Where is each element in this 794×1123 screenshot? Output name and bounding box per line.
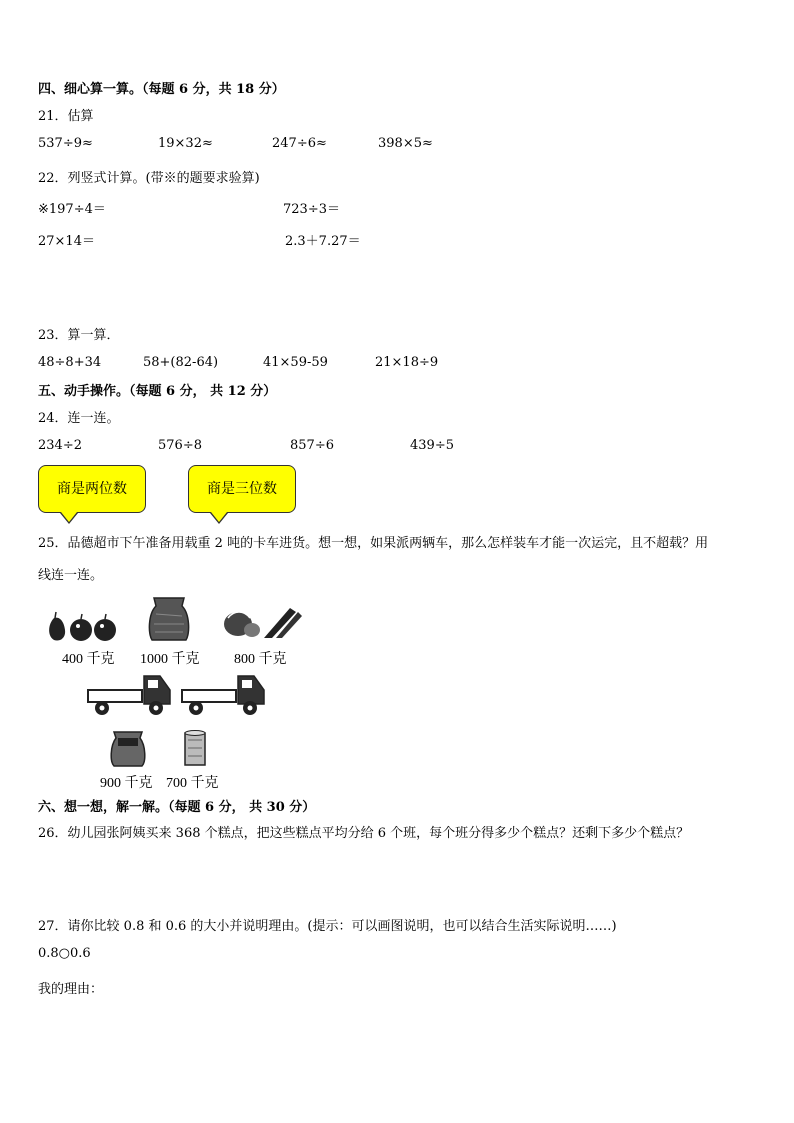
q21-item-1: 537÷9≈: [38, 136, 93, 151]
q23-item-3: 41×59-59: [263, 355, 328, 370]
label-800kg: 800 千克: [234, 652, 287, 667]
q22-item-1: ※197÷4＝: [38, 202, 106, 217]
q23-title: 23．算一算．: [38, 328, 120, 343]
can-icon: [182, 730, 208, 768]
section-4-header: 四、细心算一算。（每题 6 分，共 18 分）: [38, 82, 285, 97]
vegetables-icon: [220, 602, 302, 640]
q23-item-2: 58+(82-64): [143, 355, 219, 370]
q22-item-2: 723÷3＝: [283, 202, 340, 217]
q27-text: 27．请你比较 0.8 和 0.6 的大小并说明理由。(提示：可以画图说明，也可以结合生活实际说明……): [38, 919, 617, 934]
q25-text-line2: 线连一连。: [38, 568, 104, 583]
q23-item-4: 21×18÷9: [375, 355, 439, 370]
q24-title: 24．连一连。: [38, 411, 120, 426]
fruit-icon: [44, 606, 122, 642]
bubble-two-digit: [38, 465, 146, 513]
bubble-three-digit-label: 商是三位数: [207, 481, 277, 497]
q22-item-3: 27×14＝: [38, 234, 95, 249]
q26-text: 26．幼儿园张阿姨买来 368 个糕点，把这些糕点平均分给 6 个班，每个班分得多少个糕点？还剩下多少个糕点？: [38, 826, 690, 841]
label-1000kg: 1000 千克: [140, 652, 200, 667]
section-5-header: 五、动手操作。（每题 6 分， 共 12 分）: [38, 384, 277, 399]
q25-text-line1: 25．品德超市下午准备用载重 2 吨的卡车进货。想一想，如果派两辆车，那么怎样装车才能一次运完，且不超载？用: [38, 536, 709, 551]
truck-icon-2: [180, 672, 268, 716]
label-400kg: 400 千克: [62, 652, 115, 667]
bubble-two-digit-label: 商是两位数: [57, 481, 127, 497]
q24-item-1: 234÷2: [38, 438, 82, 453]
q24-item-3: 857÷6: [290, 438, 334, 453]
q22-item-4: 2.3＋7.27＝: [285, 234, 361, 249]
q21-item-4: 398×5≈: [378, 136, 433, 151]
bubble-three-digit: [188, 465, 296, 513]
q23-item-1: 48÷8+34: [38, 355, 102, 370]
q21-title: 21．估算: [38, 109, 94, 124]
q24-item-4: 439÷5: [410, 438, 454, 453]
q24-item-2: 576÷8: [158, 438, 202, 453]
q22-title: 22．列竖式计算。(带※的题要求验算): [38, 171, 260, 186]
q21-item-2: 19×32≈: [158, 136, 213, 151]
reason-label: 我的理由：: [38, 982, 104, 997]
q21-item-3: 247÷6≈: [272, 136, 327, 151]
bag-icon: [108, 728, 148, 768]
sack-icon: [146, 594, 192, 642]
label-900kg: 900 千克: [100, 776, 153, 791]
section-6-header: 六、想一想，解一解。（每题 6 分， 共 30 分）: [38, 800, 316, 815]
truck-icon-1: [86, 672, 174, 716]
compare-expression: 0.8○0.6: [38, 946, 91, 961]
label-700kg: 700 千克: [166, 776, 219, 791]
